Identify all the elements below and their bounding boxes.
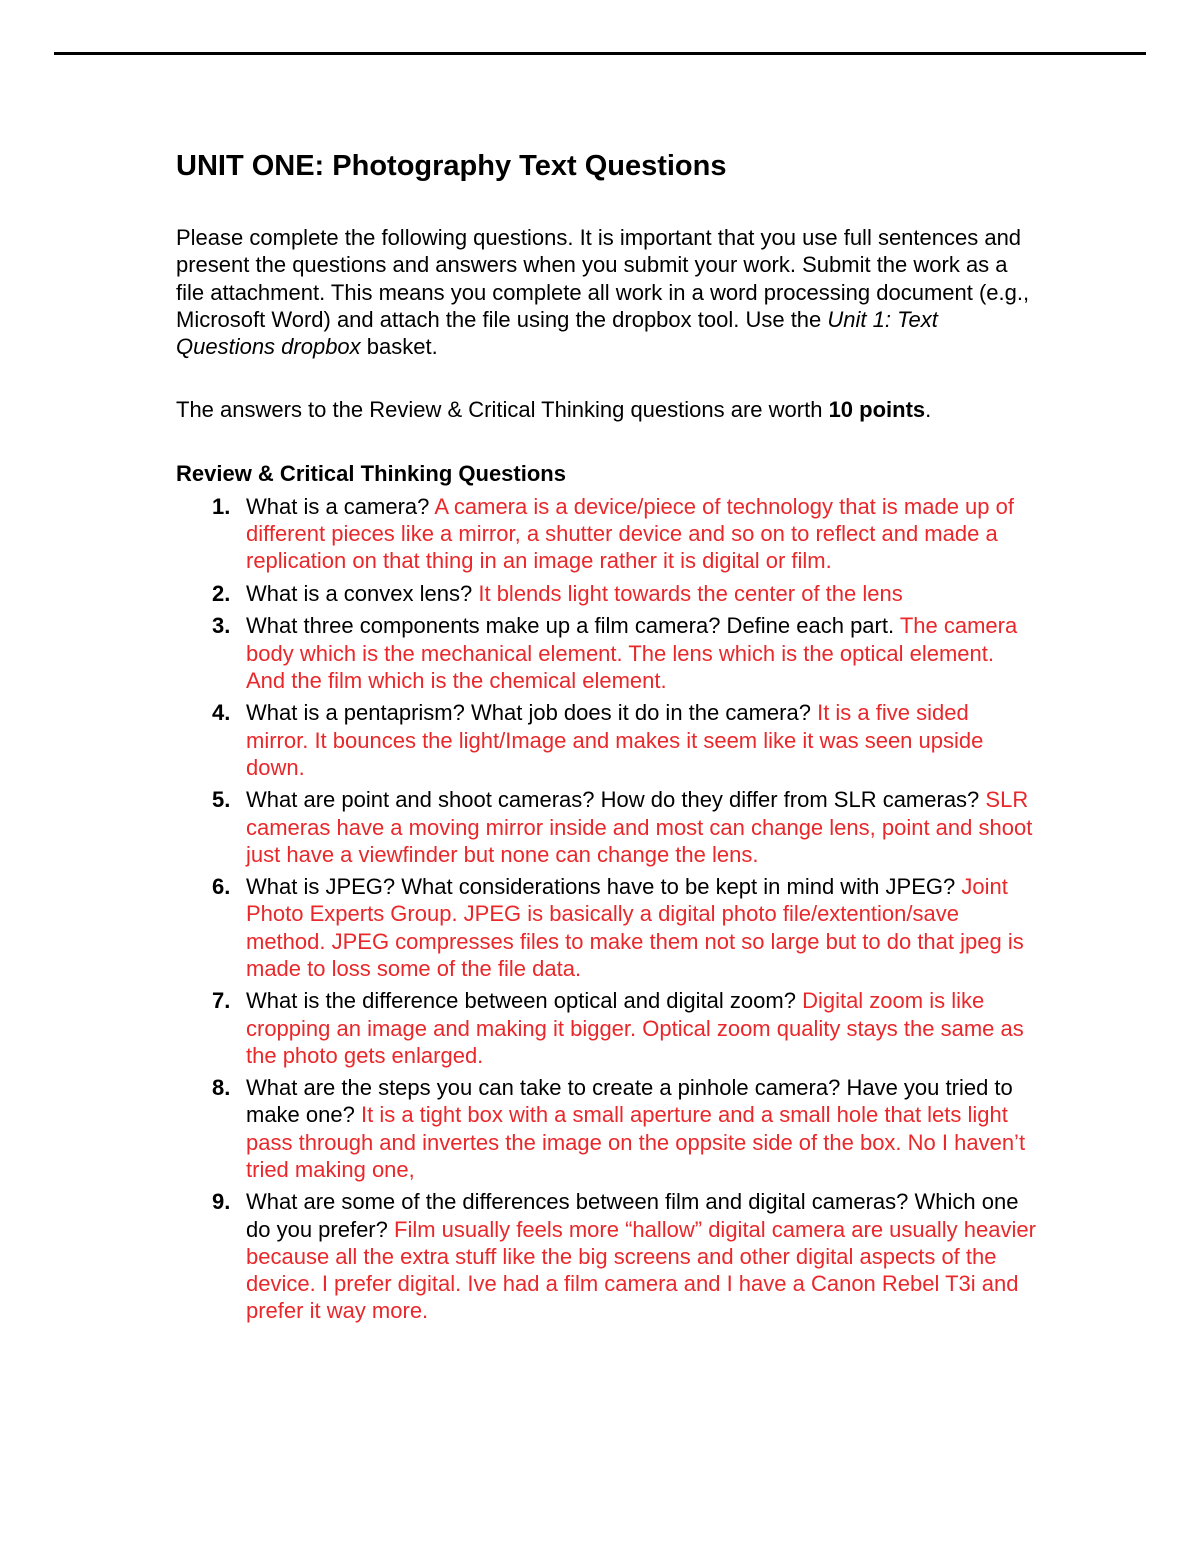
- question-item: [176, 699, 1036, 781]
- page-title: UNIT ONE: Photography Text Questions: [176, 150, 727, 182]
- question-item: [176, 786, 1036, 868]
- question-list: [176, 493, 1036, 1324]
- question-item: [176, 612, 1036, 694]
- answer-text: Joint Photo Experts Group. JPEG is basically a digital photo file/extention/save method. JPEG compresses files to make them not so large but to do that jpeg is made to loss some of the file data.: [246, 874, 1024, 981]
- question-item: [176, 493, 1036, 575]
- intro-text: Please complete the following questions. It is important that you use full sentences and present the questions and answers when you submit your work. Submit the work as a file attachment. This means you complete all work in a word processing document (e.g., Microsoft Word) and attach the file using the dropbox tool. Use the: [176, 225, 1030, 332]
- points-text-end: .: [925, 397, 932, 423]
- question-number: 1.: [212, 494, 231, 520]
- question-item: [176, 873, 1036, 982]
- question-text: What are the steps you can take to create a pinhole camera? Have you tried to make one?: [246, 1075, 1013, 1128]
- question-number: 8.: [212, 1075, 231, 1101]
- question-text: What are some of the differences between film and digital cameras? Which one do you prefer?: [246, 1189, 1019, 1242]
- question-number: 7.: [212, 988, 231, 1014]
- question-text: What is a camera?: [246, 494, 430, 520]
- intro-text-end: basket.: [360, 334, 438, 360]
- answer-text: It blends light towards the center of the lens: [478, 580, 903, 606]
- question-item: [176, 1074, 1036, 1183]
- question-number: 4.: [212, 700, 231, 726]
- intro-paragraph: [176, 224, 1036, 360]
- answer-text: SLR cameras have a moving mirror inside and most can change lens, point and shoot just have a viewfinder but none can change the lens.: [246, 787, 1033, 867]
- question-number: 2.: [212, 580, 231, 606]
- answer-text: It is a five sided mirror. It bounces the light/Image and makes it seem like it was seen upside down.: [246, 700, 984, 780]
- question-text: What three components make up a film camera? Define each part.: [246, 613, 895, 639]
- points-value: 10 points: [828, 397, 926, 423]
- question-number: 3.: [212, 613, 231, 639]
- header-rule: [54, 52, 1146, 55]
- points-paragraph: [176, 396, 1036, 423]
- question-text: What are point and shoot cameras? How do they differ from SLR cameras?: [246, 787, 980, 813]
- answer-text: Digital zoom is like cropping an image and making it bigger. Optical zoom quality stays the same as the photo gets enlarged.: [246, 988, 1024, 1068]
- answer-text: The camera body which is the mechanical element. The lens which is the optical element. And the film which is the chemical element.: [246, 613, 1018, 693]
- question-text: What is a convex lens?: [246, 580, 473, 606]
- question-text: What is a pentaprism? What job does it do in the camera?: [246, 700, 811, 726]
- answer-text: It is a tight box with a small aperture and a small hole that lets light pass through and invertes the image on the oppsite side of the box. No I haven’t tried making one,: [246, 1102, 1026, 1182]
- question-text: What is the difference between optical and digital zoom?: [246, 988, 796, 1014]
- answer-text: A camera is a device/piece of technology that is made up of different pieces like a mirror, a shutter device and so on to reflect and made a replication on that thing in an image rather it is digital or film.: [246, 494, 1014, 574]
- points-text: The answers to the Review & Critical Thinking questions are worth: [176, 397, 829, 423]
- question-number: 5.: [212, 787, 231, 813]
- document-body: [176, 144, 1036, 1330]
- question-item: [176, 1188, 1036, 1324]
- question-number: 9.: [212, 1189, 231, 1215]
- question-item: [176, 580, 1036, 607]
- answer-text: Film usually feels more “hallow” digital camera are usually heavier because all the extra stuff like the big screens and other digital aspects of the device. I prefer digital. Ive had a film camera and I have a Canon Rebel T3i and prefer it way more.: [246, 1216, 1036, 1324]
- dropbox-name: Unit 1: Text Questions dropbox: [176, 306, 938, 360]
- section-heading: Review & Critical Thinking Questions: [176, 460, 566, 486]
- question-number: 6.: [212, 874, 231, 900]
- question-item: [176, 987, 1036, 1069]
- question-text: What is JPEG? What considerations have to be kept in mind with JPEG?: [246, 874, 956, 900]
